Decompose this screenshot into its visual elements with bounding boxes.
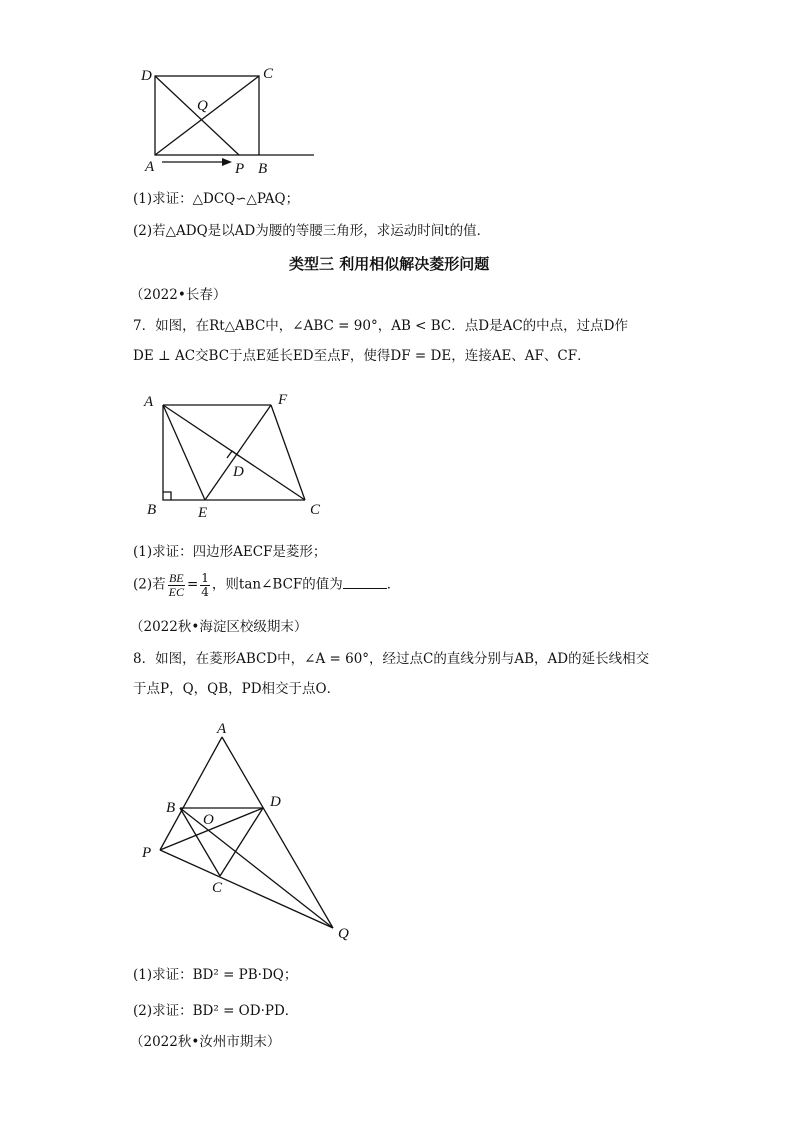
q2-end: ．: [386, 576, 401, 593]
p7-question-1: (1)求证：四边形AECF是菱形；: [133, 544, 327, 560]
label-D: D: [270, 794, 281, 810]
p6-question-1: (1)求证：△DCQ∽△PAQ；: [133, 191, 300, 207]
p8-line-2: 于点P，Q，QB，PD相交于点O．: [133, 681, 341, 697]
label-C: C: [212, 880, 223, 896]
label-C: C: [310, 502, 321, 518]
label-A: A: [145, 159, 155, 175]
label-B: B: [166, 800, 176, 816]
q2-prefix: (2)若: [133, 576, 166, 593]
p7-source: （2022•长春）: [130, 287, 227, 303]
label-Q: Q: [338, 926, 349, 942]
label-D: D: [141, 68, 152, 84]
label-P: P: [235, 161, 245, 177]
q2-suffix: ，则tan∠BCF的值为: [211, 576, 343, 593]
p8-line-1: 8．如图，在菱形ABCD中，∠A = 60°，经过点C的直线分别与AB，AD的延长线相交: [133, 651, 650, 667]
p8-source: （2022秋•海淀区校级期末）: [130, 619, 308, 635]
next-source: （2022秋•汝州市期末）: [130, 1034, 281, 1050]
label-A: A: [217, 721, 227, 737]
p7-line-2: DE ⊥ AC交BC于点E延长ED至点F，使得DF = DE，连接AE、AF、CF．: [133, 348, 591, 364]
equals-sign: =: [186, 576, 199, 593]
label-C: C: [263, 66, 274, 82]
label-D: D: [233, 464, 244, 480]
label-B: B: [147, 502, 157, 518]
fraction-one-quarter: $\frac{1}{4}$: [201, 571, 209, 599]
label-F: F: [278, 392, 288, 408]
label-E: E: [198, 505, 208, 521]
p8-question-1: (1)求证：BD² = PB·DQ；: [133, 967, 298, 983]
label-A: A: [144, 394, 154, 410]
label-Q: Q: [197, 98, 208, 114]
label-O: O: [203, 812, 214, 828]
p6-question-2: (2)若△ADQ是以AD为腰的等腰三角形，求运动时间t的值．: [133, 223, 491, 239]
section-title: 类型三 利用相似解决菱形问题: [289, 255, 490, 273]
fraction-be-ec: $\frac{BE}{EC}$: [168, 571, 184, 599]
label-P: P: [142, 845, 152, 861]
label-B: B: [258, 161, 268, 177]
p7-line-1: 7．如图，在Rt△ABC中，∠ABC = 90°，AB < BC．点D是AC的中点，过点D作: [133, 318, 628, 334]
p8-question-2: (2)求证：BD² = OD·PD．: [133, 1003, 299, 1019]
